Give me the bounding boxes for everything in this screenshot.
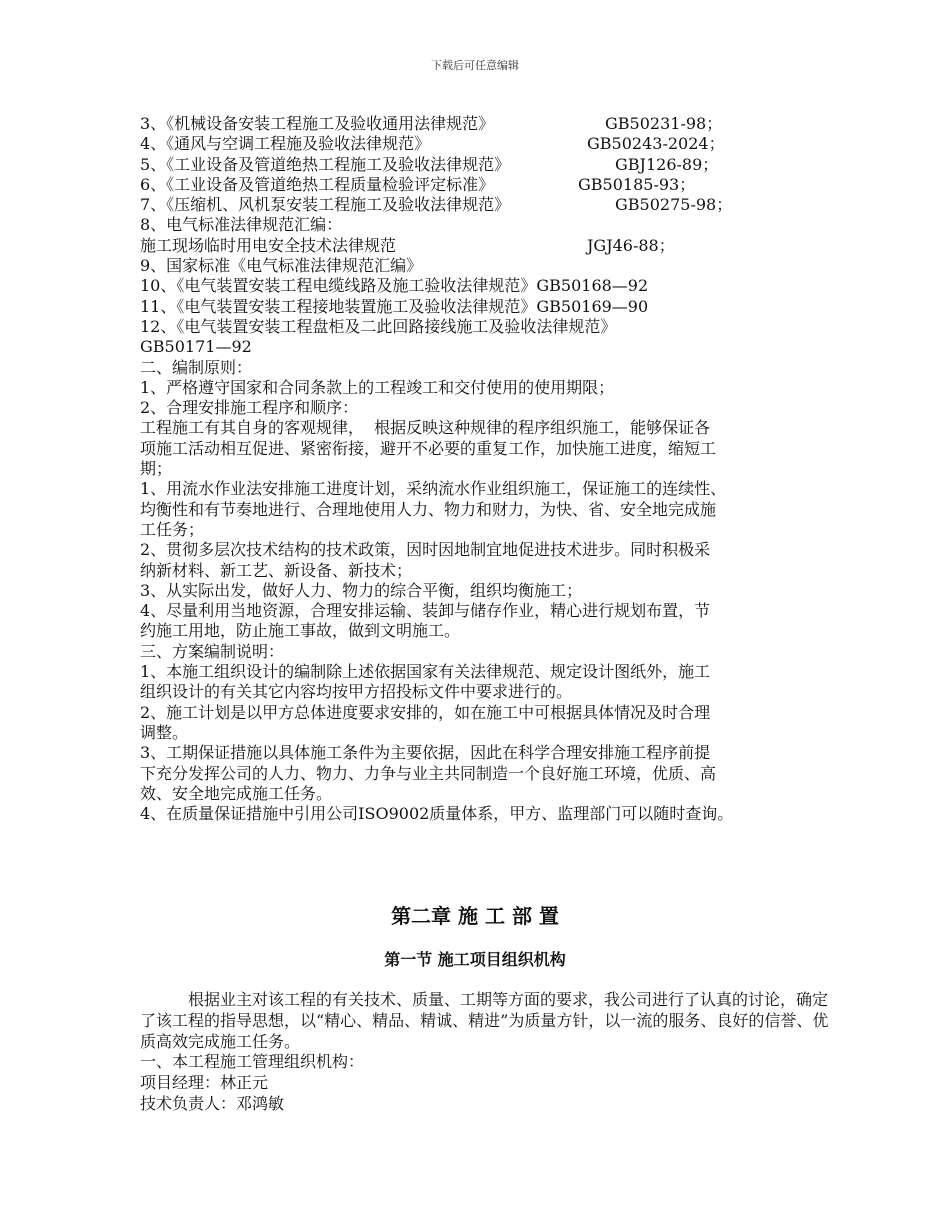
line-text: 项施工活动相互促进、紧密衔接，避开不必要的重复工作，加快施工进度，缩短工: [140, 438, 717, 458]
standard-code: GB50243-2024；: [587, 134, 725, 154]
line-text: 3、从实际出发，做好人力、物力的综合平衡，组织均衡施工；: [140, 580, 583, 600]
line-text: 2、贯彻多层次技术结构的技术政策，因时因地制宜地促进技术进步。同时积极采: [140, 540, 711, 560]
project-manager: 项目经理：林正元: [140, 1073, 269, 1093]
text-line: [140, 378, 840, 398]
text-line: [140, 236, 840, 256]
line-text: 施工现场临时用电安全技术法律规范: [140, 235, 397, 255]
text-line: [140, 804, 840, 824]
line-text: 7、《压缩机、风机泵安装工程施工及验收法律规范》: [140, 195, 511, 215]
text-line: [140, 723, 840, 743]
line-text: 工程施工有其自身的客观规律， 根据反映这种规律的程序组织施工，能够保证各: [140, 418, 711, 438]
text-line: [140, 418, 840, 438]
tech-lead: 技术负责人：邓鸿敏: [140, 1093, 285, 1113]
text-line: [140, 662, 840, 682]
line-text: 1、本施工组织设计的编制除上述依据国家有关法律规范、规定设计图纸外，施工: [140, 662, 711, 682]
text-line: [140, 215, 840, 235]
text-line: [140, 500, 840, 520]
standard-code: GB50275-98；: [615, 195, 733, 215]
text-line: [140, 297, 840, 317]
text-line: [140, 398, 840, 418]
line-text: 工任务；: [140, 519, 205, 539]
text-line: [140, 601, 840, 621]
text-line: [140, 743, 840, 763]
standard-code: GB50185-93；: [578, 174, 696, 194]
text-line: [140, 195, 840, 215]
text-line: [140, 175, 840, 195]
line-text: 约施工用地，防止施工事故，做到文明施工。: [140, 621, 461, 641]
line-text: 2、合理安排施工程序和顺序：: [140, 398, 359, 418]
text-line: [140, 134, 840, 154]
text-line: [140, 114, 840, 134]
document-body: [140, 114, 840, 824]
line-text: 三、方案编制说明：: [140, 641, 285, 661]
text-line: [140, 764, 840, 784]
intro-paragraph: 根据业主对该工程的有关技术、质量、工期等方面的要求，我公司进行了认真的讨论，确定了该工程的指导思想，以“精心、精品、精诚、精进”为质量方针，以一流的服务、良好的信誉、优质高效完成施工任务。: [140, 990, 829, 1051]
line-text: 3、工期保证措施以具体施工条件为主要依据，因此在科学合理安排施工程序前提: [140, 743, 711, 763]
line-text: 6、《工业设备及管道绝热工程质量检验评定标准》: [140, 174, 495, 194]
text-line: [140, 317, 840, 337]
text-line: [140, 276, 840, 296]
line-text: 8、电气标准法律规范汇编：: [140, 215, 343, 235]
chapter-title: 第二章 施 工 部 置: [391, 904, 559, 928]
standard-code: JGJ46-88；: [587, 235, 675, 255]
line-text: 下充分发挥公司的人力、物力、力争与业主共同制造一个良好施工环境，优质、高: [140, 763, 717, 783]
line-text: 二、编制原则：: [140, 357, 253, 377]
line-text: 4、《通风与空调工程施及验收法律规范》: [140, 134, 431, 154]
line-text: 11、《电气装置安装工程接地装置施工及验收法律规范》GB50169—90: [140, 296, 649, 316]
page-header: 下载后可任意编辑: [431, 59, 519, 72]
text-line: [140, 256, 840, 276]
standard-code: GBJ126-89；: [615, 154, 719, 174]
line-text: GB50171—92: [140, 337, 252, 357]
line-text: 2、施工计划是以甲方总体进度要求安排的，如在施工中可根据具体情况及时合理: [140, 702, 711, 722]
standard-code: GB50231-98；: [605, 114, 723, 133]
org-heading: 一、本工程施工管理组织机构：: [140, 1052, 365, 1072]
text-line: [140, 155, 840, 175]
text-line: [140, 682, 840, 702]
section-title: 第一节 施工项目组织机构: [384, 950, 566, 969]
text-line: [140, 581, 840, 601]
line-text: 效、安全地完成施工任务。: [140, 783, 333, 803]
line-text: 组织设计的有关其它内容均按甲方招投标文件中要求进行的。: [140, 682, 573, 702]
line-text: 9、国家标准《电气标准法律规范汇编》: [140, 256, 423, 276]
line-text: 1、严格遵守国家和合同条款上的工程竣工和交付使用的使用期限；: [140, 377, 615, 397]
line-text: 3、《机械设备安装工程施工及验收通用法律规范》: [140, 114, 495, 133]
line-text: 均衡性和有节奏地进行、合理地使用人力、物力和财力，为快、省、安全地完成施: [140, 499, 717, 519]
line-text: 5、《工业设备及管道绝热工程施工及验收法律规范》: [140, 154, 511, 174]
line-text: 4、在质量保证措施中引用公司ISO9002质量体系，甲方、监理部门可以随时查询。: [140, 804, 734, 824]
line-text: 4、尽量利用当地资源，合理安排运输、装卸与储存作业，精心进行规划布置，节: [140, 601, 711, 621]
text-line: [140, 561, 840, 581]
line-text: 期；: [140, 459, 173, 479]
text-line: [140, 439, 840, 459]
line-text: 调整。: [140, 722, 189, 742]
line-text: 12、《电气装置安装工程盘柜及二此回路接线施工及验收法律规范》: [140, 316, 617, 336]
text-line: [140, 784, 840, 804]
line-text: 纳新材料、新工艺、新设备、新技术；: [140, 560, 413, 580]
text-line: [140, 358, 840, 378]
text-line: [140, 703, 840, 723]
text-line: [140, 642, 840, 662]
line-text: 10、《电气装置安装工程电缆线路及施工验收法律规范》GB50168—92: [140, 276, 649, 296]
text-line: [140, 520, 840, 540]
text-line: [140, 621, 840, 641]
section-body: [140, 990, 840, 1115]
text-line: [140, 540, 840, 560]
line-text: 1、用流水作业法安排施工进度计划，采纳流水作业组织施工，保证施工的连续性、: [140, 479, 727, 499]
text-line: [140, 459, 840, 479]
text-line: [140, 479, 840, 499]
text-line: [140, 337, 840, 357]
